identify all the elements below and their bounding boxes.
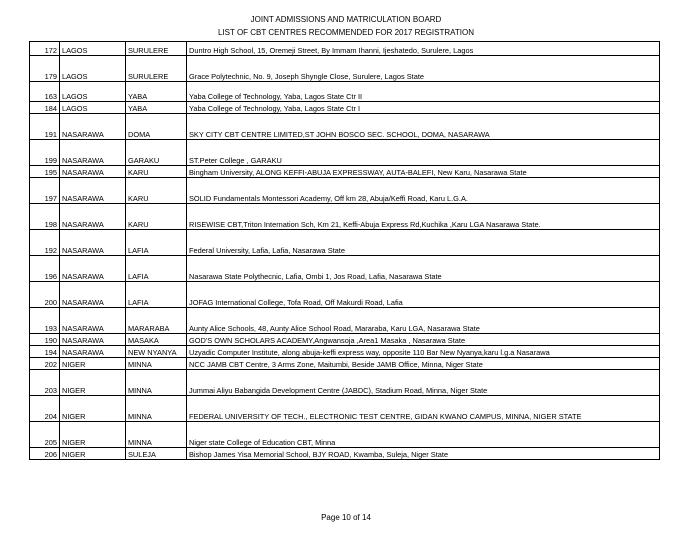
city-cell: DOMA xyxy=(126,114,187,140)
centre-id-cell: 193 xyxy=(30,308,60,334)
table-row xyxy=(30,448,660,460)
centre-id-cell: 203 xyxy=(30,370,60,396)
table-row xyxy=(30,396,660,422)
centre-id-cell: 198 xyxy=(30,204,60,230)
centre-name-cell: Niger state College of Education CBT, Minna xyxy=(187,422,660,448)
state-cell: NASARAWA xyxy=(60,346,126,358)
centre-name-cell: FEDERAL UNIVERSITY OF TECH., ELECTRONIC TEST CENTRE, GIDAN KWANO CAMPUS, MINNA, NIGER STATE xyxy=(187,396,660,422)
state-cell: NASARAWA xyxy=(60,114,126,140)
page-number: Page 10 of 14 xyxy=(321,513,371,522)
state-cell: NASARAWA xyxy=(60,166,126,178)
city-cell: LAFIA xyxy=(126,230,187,256)
city-cell: KARU xyxy=(126,166,187,178)
table-row xyxy=(30,42,660,56)
state-cell: NIGER xyxy=(60,448,126,460)
city-cell: SURULERE xyxy=(126,42,187,56)
city-cell: LAFIA xyxy=(126,282,187,308)
centre-id-cell: 197 xyxy=(30,178,60,204)
table-row xyxy=(30,370,660,396)
centre-name-cell: SOLID Fundamentals Montessori Academy, Off km 28, Abuja/Keffi Road, Karu L.G.A. xyxy=(187,178,660,204)
centre-name-cell: Yaba College of Technology, Yaba, Lagos State Ctr II xyxy=(187,82,660,102)
state-cell: LAGOS xyxy=(60,42,126,56)
city-cell: MARARABA xyxy=(126,308,187,334)
city-cell: MINNA xyxy=(126,396,187,422)
table-row xyxy=(30,334,660,346)
table-row xyxy=(30,140,660,166)
centre-name-cell: Bishop James Yisa Memorial School, BJY ROAD, Kwamba, Suleja, Niger State xyxy=(187,448,660,460)
city-cell: YABA xyxy=(126,82,187,102)
centre-name-cell: Uzyadic Computer Institute, along abuja-keffi express way, opposite 110 Bar New Nyanya,karu l.g.a Nasarawa xyxy=(187,346,660,358)
state-cell: NASARAWA xyxy=(60,178,126,204)
state-cell: NIGER xyxy=(60,358,126,370)
state-cell: NASARAWA xyxy=(60,256,126,282)
state-cell: NIGER xyxy=(60,422,126,448)
centre-name-cell: Aunty Alice Schools, 48, Aunty Alice School Road, Mararaba, Karu LGA, Nasarawa State xyxy=(187,308,660,334)
centre-name-cell: Nasarawa State Polythecnic, Lafia, Ombi 1, Jos Road, Lafia, Nasarawa State xyxy=(187,256,660,282)
state-cell: NIGER xyxy=(60,396,126,422)
city-cell: MINNA xyxy=(126,370,187,396)
table-row xyxy=(30,256,660,282)
cbt-centres-table xyxy=(29,41,660,460)
city-cell: SULEJA xyxy=(126,448,187,460)
city-cell: KARU xyxy=(126,204,187,230)
city-cell: NEW NYANYA xyxy=(126,346,187,358)
centre-id-cell: 163 xyxy=(30,82,60,102)
document-subtitle: LIST OF CBT CENTRES RECOMMENDED FOR 2017 REGISTRATION xyxy=(217,28,475,37)
centre-name-cell: Yaba College of Technology, Yaba, Lagos State Ctr I xyxy=(187,102,660,114)
centre-name-cell: Grace Polytechnic, No. 9, Joseph Shyngle Close, Surulere, Lagos State xyxy=(187,56,660,82)
city-cell: YABA xyxy=(126,102,187,114)
centre-name-cell: SKY CITY CBT CENTRE LIMITED,ST JOHN BOSCO SEC. SCHOOL, DOMA, NASARAWA xyxy=(187,114,660,140)
centre-id-cell: 179 xyxy=(30,56,60,82)
state-cell: LAGOS xyxy=(60,82,126,102)
centre-id-cell: 199 xyxy=(30,140,60,166)
centre-id-cell: 204 xyxy=(30,396,60,422)
centre-id-cell: 194 xyxy=(30,346,60,358)
table-row xyxy=(30,230,660,256)
centre-name-cell: NCC JAMB CBT Centre, 3 Arms Zone, Maitumbi, Beside JAMB Office, Minna, Niger State xyxy=(187,358,660,370)
centre-name-cell: Jummai Aliyu Babangida Development Centre (JABDC), Stadium Road, Minna, Niger State xyxy=(187,370,660,396)
city-cell: SURULERE xyxy=(126,56,187,82)
state-cell: NASARAWA xyxy=(60,334,126,346)
table-row xyxy=(30,82,660,102)
centre-name-cell: Federal University, Lafia, Lafia, Nasarawa State xyxy=(187,230,660,256)
state-cell: NASARAWA xyxy=(60,308,126,334)
centre-id-cell: 195 xyxy=(30,166,60,178)
centre-id-cell: 202 xyxy=(30,358,60,370)
centre-name-cell: RISEWISE CBT,Triton Internation Sch, Km 21, Keffi-Abuja Express Rd,Kuchika ,Karu LGA Nasarawa State. xyxy=(187,204,660,230)
table-row xyxy=(30,204,660,230)
table-row xyxy=(30,166,660,178)
city-cell: LAFIA xyxy=(126,256,187,282)
city-cell: MINNA xyxy=(126,422,187,448)
centre-id-cell: 206 xyxy=(30,448,60,460)
city-cell: MINNA xyxy=(126,358,187,370)
table-row xyxy=(30,56,660,82)
state-cell: NASARAWA xyxy=(60,282,126,308)
state-cell: LAGOS xyxy=(60,102,126,114)
centre-name-cell: JOFAG International College, Tofa Road, Off Makurdi Road, Lafia xyxy=(187,282,660,308)
centre-id-cell: 191 xyxy=(30,114,60,140)
centre-id-cell: 192 xyxy=(30,230,60,256)
state-cell: NASARAWA xyxy=(60,204,126,230)
centre-name-cell: ST.Peter College , GARAKU xyxy=(187,140,660,166)
table-row xyxy=(30,346,660,358)
state-cell: LAGOS xyxy=(60,56,126,82)
table-row xyxy=(30,422,660,448)
centre-id-cell: 190 xyxy=(30,334,60,346)
centre-id-cell: 184 xyxy=(30,102,60,114)
table-row xyxy=(30,114,660,140)
centre-id-cell: 172 xyxy=(30,42,60,56)
table-row xyxy=(30,102,660,114)
centre-id-cell: 205 xyxy=(30,422,60,448)
city-cell: MASAKA xyxy=(126,334,187,346)
centre-name-cell: Bingham University, ALONG KEFFI-ABUJA EXPRESSWAY, AUTA-BALEFI, New Karu, Nasarawa State xyxy=(187,166,660,178)
document-title: JOINT ADMISSIONS AND MATRICULATION BOARD xyxy=(250,15,442,24)
centre-id-cell: 196 xyxy=(30,256,60,282)
table-row xyxy=(30,308,660,334)
centre-name-cell: GOD'S OWN SCHOLARS ACADEMY,Angwansoja ,Area1 Masaka , Nasarawa State xyxy=(187,334,660,346)
state-cell: NASARAWA xyxy=(60,140,126,166)
table-row xyxy=(30,358,660,370)
centre-id-cell: 200 xyxy=(30,282,60,308)
state-cell: NIGER xyxy=(60,370,126,396)
table-row xyxy=(30,178,660,204)
centre-name-cell: Duntro High School, 15, Oremeji Street, By Immam Ihanni, Ijeshatedo, Surulere, Lagos xyxy=(187,42,660,56)
city-cell: KARU xyxy=(126,178,187,204)
state-cell: NASARAWA xyxy=(60,230,126,256)
table-row xyxy=(30,282,660,308)
city-cell: GARAKU xyxy=(126,140,187,166)
